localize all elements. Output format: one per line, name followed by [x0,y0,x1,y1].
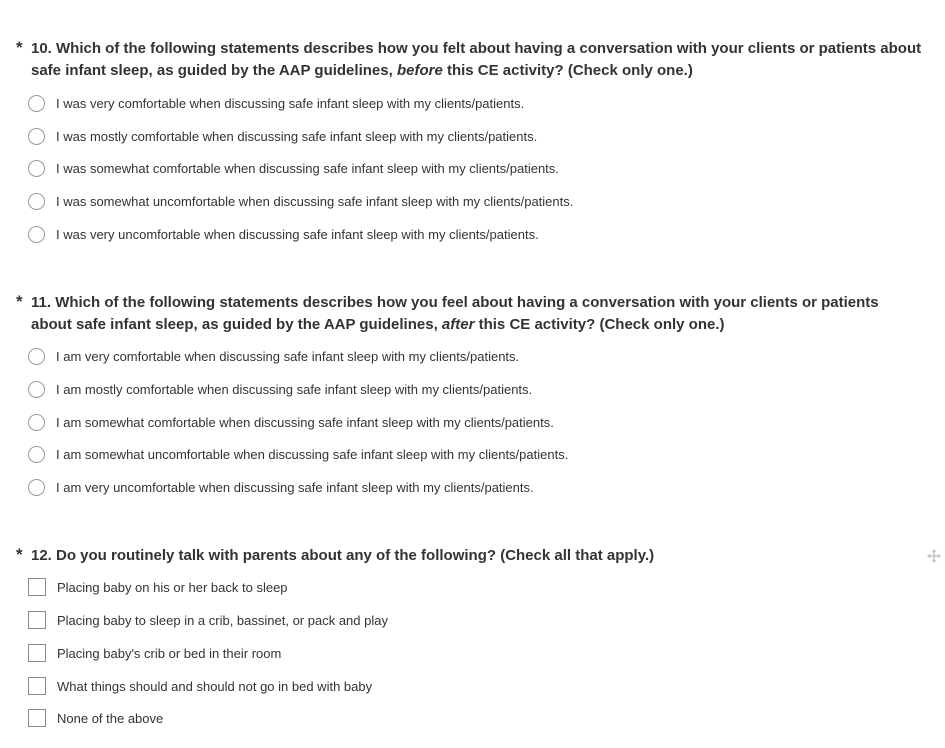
question-12-option-4[interactable] [28,675,372,697]
option-label: What things should and should not go in bed with baby [57,678,373,694]
question-11-title [16,291,931,336]
move-icon[interactable] [927,549,941,563]
option-label: None of the above [57,710,164,726]
question-11-option-2[interactable] [28,378,532,400]
radio-button[interactable] [28,479,45,496]
option-label: I am somewhat uncomfortable when discussing safe infant sleep with my clients/patients. [56,446,569,462]
radio-button[interactable] [28,128,45,145]
radio-button[interactable] [28,193,45,210]
question-11-title-before-text: about safe infant sleep, as guided by the AAP guidelines, [31,316,438,333]
question-11-title-after-text: this CE activity? (Check only one.) [478,316,725,333]
question-12-title-line1: 12. Do you routinely talk with parents about any of the following? (Check all that apply.) [31,547,655,564]
option-label: I was very uncomfortable when discussing safe infant sleep with my clients/patients. [56,226,539,242]
option-label: I was very comfortable when discussing safe infant sleep with my clients/patients. [56,95,525,111]
question-11-title-line1: 11. Which of the following statements describes how you feel about having a conversation with your clients or patients [31,294,879,311]
radio-button[interactable] [28,414,45,431]
option-label: I am somewhat comfortable when discussing safe infant sleep with my clients/patients. [56,414,554,430]
question-12-option-3[interactable] [28,642,281,664]
option-label: I was mostly comfortable when discussing safe infant sleep with my clients/patients. [56,128,538,144]
checkbox[interactable] [28,709,46,727]
question-12-option-5[interactable] [28,707,163,729]
checkbox[interactable] [28,644,46,662]
question-10-title-line2 [16,60,931,82]
question-10-title-line1: 10. Which of the following statements describes how you felt about having a conversation with your clients or patients about [31,40,922,57]
question-10-option-5[interactable] [28,223,539,245]
question-11-title-emphasis: after [441,316,475,333]
question-10-title-before-text: safe infant sleep, as guided by the AAP guidelines, [31,62,393,79]
question-11-option-4[interactable] [28,443,568,465]
question-11-option-5[interactable] [28,476,534,498]
question-12-option-1[interactable] [28,576,288,598]
question-10-option-2[interactable] [28,125,537,147]
question-10-title [16,37,931,82]
required-marker: * [16,38,23,57]
option-label: I am mostly comfortable when discussing safe infant sleep with my clients/patients. [56,381,533,397]
radio-button[interactable] [28,348,45,365]
question-10-option-3[interactable] [28,157,559,179]
radio-button[interactable] [28,160,45,177]
question-10-option-4[interactable] [28,190,573,212]
option-label: I am very comfortable when discussing safe infant sleep with my clients/patients. [56,348,520,364]
question-11-title-line2 [16,314,931,336]
question-10-title-emphasis: before [396,62,443,79]
checkbox[interactable] [28,611,46,629]
question-12-option-2[interactable] [28,609,388,631]
required-marker: * [16,545,23,564]
radio-button[interactable] [28,446,45,463]
radio-button[interactable] [28,226,45,243]
radio-button[interactable] [28,95,45,112]
checkbox[interactable] [28,677,46,695]
question-10-option-1[interactable] [28,92,524,114]
option-label: Placing baby on his or her back to sleep [57,579,288,595]
option-label: Placing baby's crib or bed in their room [57,645,282,661]
question-10-title-after-text: this CE activity? (Check only one.) [446,62,693,79]
option-label: Placing baby to sleep in a crib, bassinet, or pack and play [57,612,388,628]
question-12-title [16,544,931,567]
checkbox[interactable] [28,578,46,596]
option-label: I was somewhat comfortable when discussing safe infant sleep with my clients/patients. [56,160,559,176]
radio-button[interactable] [28,381,45,398]
question-11-option-3[interactable] [28,411,554,433]
question-11-option-1[interactable] [28,345,519,367]
option-label: I was somewhat uncomfortable when discussing safe infant sleep with my clients/patients. [56,193,574,209]
option-label: I am very uncomfortable when discussing safe infant sleep with my clients/patients. [56,479,534,495]
required-marker: * [16,292,23,311]
